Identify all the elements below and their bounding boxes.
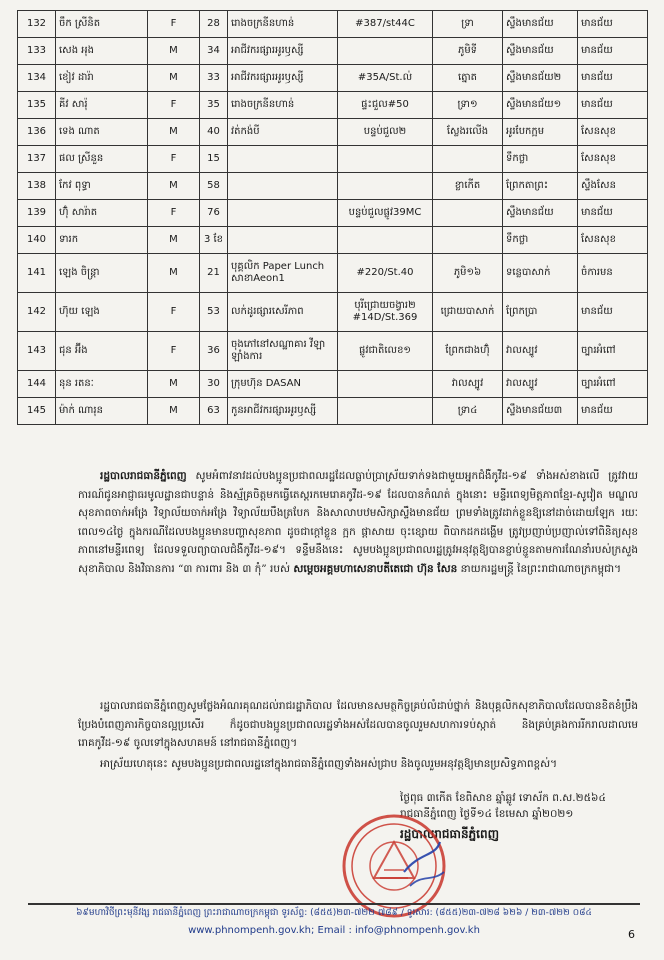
cell-job: ចុងភៅនៅសណ្ឋាគារ វីឡាឡាំងការ [228,332,338,371]
signing-authority: រដ្ឋបាលរាជធានីភ្នំពេញ [400,827,500,841]
cell-age: 21 [200,254,228,293]
cell-village: ព្រែកជាងហ៊ុំ [433,332,503,371]
cell-name: ឡេង ចិន្ត្រា [56,254,148,293]
cell-commune: វាលស្បូវ [503,371,578,398]
cell-village [433,200,503,227]
cell-no: 136 [18,119,56,146]
table-row [18,38,648,65]
paragraph-text: សូមអំពាវនាវដល់បងប្អូនប្រជាពលរដ្ឋដែលធ្លាប់ប្រាស្រ័យទាក់ទងជាមួយអ្នកជំងឺកូវីដ-១៩ ទាំងអស់ខាងលើ ត្រូវវាយការណ៍ជូនអាជ្ញាធរមូលដ្ឋានជាបន្ទាន់ និងស្ម័គ្រចិត្តមកធ្វើតេស្តរកមេរោគកូវីដ-១៩ ដែលបានកំណត់ ក្នុងនោះ មន្ទីរពេទ្យមិត្តភាពខ្មែរ-សូវៀត មណ្ឌលសុខភាពចាក់អង្រែ វិទ្យាល័យចាក់អង្រែ វិទ្យាល័យបឹងត្របែក និងសាលាបឋមសិក្សាស្ទឹងមានជ័យ ព្រមទាំងត្រូវដាក់ខ្លួនឱ្យនៅដាច់ដោយឡែក រយៈពេល១៤ថ្ងៃ ក្នុងករណីដែលបងប្អូនមានបញ្ហាសុខភាព ដូចជាក្តៅខ្លួន ក្អក ផ្តាសាយ ចុះខ្សោយ ពិបាកដកដង្ហើម ត្រូវប្រញាប់ប្រញាល់ទៅពិនិត្យសុខភាពនៅមន្ទីរពេទ្យ ដែលទទួលព្យាបាលជំងឺកូវីដ-១៩។ ទន្ទឹមនឹងនេះ សូមបងប្អូនប្រជាពលរដ្ឋត្រូវអនុវត្តឱ្យបានខ្ជាប់ខ្ជួនតាមការណែនាំរបស់ក្រសួងសុខាភិបាល និងវិធានការ “៣ ការពារ និង ៣ កុំ” របស់ [78,470,638,575]
cell-address: #387/st44C [338,11,433,38]
table-row [18,227,648,254]
cell-address: #35A/St.ល់ [338,65,433,92]
closing-paragraph [78,755,638,774]
cell-village: ត្នោត [433,65,503,92]
cell-district: មានជ័យ [578,293,648,332]
cell-no: 143 [18,332,56,371]
cell-address [338,173,433,200]
cell-age: 3 ខែ [200,227,228,254]
cell-sex: M [148,173,200,200]
cell-job: វត់កង់បី [228,119,338,146]
cell-village: ទ្រា១ [433,92,503,119]
cell-age: 15 [200,146,228,173]
cell-village: ខ្លាកើត [433,173,503,200]
cell-no: 144 [18,371,56,398]
cell-district: មានជ័យ [578,11,648,38]
paragraph-text: ដែលមានសមត្ថកិច្ចគ្រប់លំដាប់ថ្នាក់ និងបុគ្គលិកសុខាភិបាលដែលបានខិតខំប្រឹងប្រែងបំពេញភារកិច្ចបានល្អប្រសើរ ក៏ដូចជាបងប្អូនប្រជាពលរដ្ឋទាំងអស់ដែលបានចូលរួមសហការទប់ស្កាត់ និងគ្រប់គ្រងការរីករាលដាលមេរោគកូវីដ-១៩ ចូលទៅក្នុងសហគមន៍ នៅរាជធានីភ្នំពេញ។ [78,700,638,749]
cell-age: 63 [200,398,228,425]
cell-commune: ទឹកថ្លា [503,227,578,254]
table-row [18,293,648,332]
paragraph-lead: រដ្ឋបាលរាជធានីភ្នំពេញសូមថ្លែងអំណរគុណដល់រាជរដ្ឋាភិបាល [100,700,333,712]
table-row [18,371,648,398]
cell-age: 53 [200,293,228,332]
cell-village [433,227,503,254]
table-row [18,332,648,371]
cell-name: ខៀវ ដារ៉ា [56,65,148,92]
cell-address: ផ្ទះជួល#50 [338,92,433,119]
cell-no: 142 [18,293,56,332]
cell-name: ផល ស្រីនួន [56,146,148,173]
cell-age: 35 [200,92,228,119]
cell-name: គីវ សារ៉ុ [56,92,148,119]
cell-village: វាលស្បូវ [433,371,503,398]
cell-district: សែនសុខ [578,227,648,254]
table-row [18,119,648,146]
cell-sex: M [148,254,200,293]
cell-job: លក់ដូរផ្សារសេរីភាព [228,293,338,332]
table-row [18,254,648,293]
cell-commune: ព្រែកប្រា [503,293,578,332]
cell-no: 141 [18,254,56,293]
cell-address [338,227,433,254]
table-row [18,146,648,173]
cell-district: មានជ័យ [578,398,648,425]
cell-name: ម៉ាក់ ណារុន [56,398,148,425]
cell-no: 139 [18,200,56,227]
cell-village: ជ្រោយបាសាក់ [433,293,503,332]
cell-district: មានជ័យ [578,65,648,92]
cell-no: 133 [18,38,56,65]
paragraph-tail: នាយករដ្ឋមន្ត្រី នៃព្រះរាជាណាចក្រកម្ពុជា។ [460,562,622,575]
cell-address: #220/St.40 [338,254,433,293]
cell-sex: F [148,293,200,332]
cell-village: ទ្រា៤ [433,398,503,425]
cell-name: ហ៊ុំ សារ៉ាត [56,200,148,227]
cell-job: ក្រុមហ៊ុន DASAN [228,371,338,398]
cell-job: រោងចក្រនីនហាន់ [228,92,338,119]
cell-no: 140 [18,227,56,254]
cell-age: 76 [200,200,228,227]
cell-district: ច្បារអំពៅ [578,332,648,371]
cell-name: ហ៊ុយ ឡេង [56,293,148,332]
cell-sex: F [148,92,200,119]
cell-no: 145 [18,398,56,425]
cell-address [338,38,433,65]
footer-divider [28,903,640,905]
cell-name: កែវ ពុទ្ធា [56,173,148,200]
cell-commune: ស្ទឹងមានជ័យ១ [503,92,578,119]
cell-no: 138 [18,173,56,200]
table-row [18,200,648,227]
cell-name: នុន រតនៈ [56,371,148,398]
thanks-paragraph [78,697,638,753]
cell-sex: F [148,332,200,371]
table-row [18,92,648,119]
cases-table-body [18,11,648,425]
cell-job [228,227,338,254]
cell-name: ទារក [56,227,148,254]
footer-contact: www.phnompenh.gov.kh; Email : info@phnompenh.gov.kh [188,925,480,936]
cell-commune: ស្ទឹងមានជ័យ [503,11,578,38]
table-row [18,398,648,425]
cell-district: ចំការមន [578,254,648,293]
cell-sex: M [148,119,200,146]
cell-village: ភូមិ១៦ [433,254,503,293]
cell-address [338,146,433,173]
cell-name: សេង អុង [56,38,148,65]
cell-commune: ទន្លេបាសាក់ [503,254,578,293]
cell-job: អាជីវករផ្សារអូរឫស្សី [228,38,338,65]
cell-age: 36 [200,332,228,371]
cell-district: មានជ័យ [578,92,648,119]
paragraph-bold-name: សម្តេចអគ្គមហាសេនាបតីតេជោ ហ៊ុន សែន [293,562,458,575]
cell-commune: ព្រែកតាព្រះ [503,173,578,200]
cell-commune: ស្ទឹងមានជ័យ [503,200,578,227]
table-row [18,11,648,38]
cell-job: អាជីវករផ្សារអូរឫស្សី [228,65,338,92]
paragraph-lead: រដ្ឋបាលរាជធានីភ្នំពេញ [100,470,187,482]
table-row [18,65,648,92]
cell-address: បុរីជ្រោយចង្វារ២ #14D/St.369 [338,293,433,332]
cell-district: សែនសុខ [578,146,648,173]
cell-village: ទ្រា [433,11,503,38]
cell-sex: F [148,146,200,173]
cell-name: ជុន អ៊ីង [56,332,148,371]
cell-commune: វាលស្បូវ [503,332,578,371]
cell-job [228,146,338,173]
cell-no: 132 [18,11,56,38]
cell-sex: F [148,11,200,38]
cell-district: មានជ័យ [578,38,648,65]
cell-age: 58 [200,173,228,200]
paragraph-text: សូមបងប្អូនប្រជាពលរដ្ឋនៅក្នុងរាជធានីភ្នំពេញទាំងអស់ជ្រាប និងចូលរួមអនុវត្តឱ្យមានប្រសិទ្ធភាពខ្ពស់។ [171,758,558,770]
cell-address: ផ្លូវជាតិលេខ១ [338,332,433,371]
cell-job [228,173,338,200]
cell-address: បន្ទប់ជួល២ [338,119,433,146]
cell-job [228,200,338,227]
cell-address [338,371,433,398]
cell-district: ស្ទឹងសែន [578,173,648,200]
appeal-paragraph [78,467,638,578]
cell-village: ភូមិទី [433,38,503,65]
cell-age: 34 [200,38,228,65]
paragraph-lead: អាស្រ័យហេតុនេះ [100,758,168,770]
solar-date: រាជធានីភ្នំពេញ ថ្ងៃទី១៤ ខែមេសា ឆ្នាំ២០២១ [400,808,574,820]
cell-age: 40 [200,119,228,146]
cell-name: ទេង ណាត [56,119,148,146]
cell-no: 135 [18,92,56,119]
lunar-date: ថ្ងៃពុធ ៣កើត ខែពិសាខ ឆ្នាំឆ្លូវ ទោស័ក ព.ស.២៥៦៤ [400,792,606,804]
cell-district: ច្បារអំពៅ [578,371,648,398]
cell-sex: M [148,398,200,425]
table-row [18,173,648,200]
cell-commune: ស្ទឹងមានជ័យ២ [503,65,578,92]
cell-sex: M [148,38,200,65]
cell-age: 33 [200,65,228,92]
cell-job: រោងចក្រនីនហាន់ [228,11,338,38]
cell-job: បុគ្គលិក Paper Lunch សាខាAeon1 [228,254,338,293]
cell-district: សែនសុខ [578,119,648,146]
cell-name: ចឹក ស្រីនិត [56,11,148,38]
cell-commune: ស្ទឹងមានជ័យ៣ [503,398,578,425]
footer-address: ៦៩មហាវិថីព្រះមុនីវង្ស រាជធានីភ្នំពេញ ព្រះរាជាណាចក្រកម្ពុជា ទូរស័ព្ទ: (៨៥៥)២៣-៧២២ ៧៨៩ / ទូរសារ: (៨៥៥)២៣-៧២៨ ៦២៦ / ២៣-៧២២ ០៨៤ [76,908,592,918]
cases-table [17,10,648,425]
cell-sex: M [148,371,200,398]
cell-job: កូនអាជីវករផ្សារអូរឫស្សី [228,398,338,425]
cell-commune: អូរបែកក្អម [503,119,578,146]
cell-village: ស្លែងរលើង [433,119,503,146]
cell-no: 137 [18,146,56,173]
cell-district: មានជ័យ [578,200,648,227]
cell-commune: ស្ទឹងមានជ័យ [503,38,578,65]
page-number: 6 [628,928,635,941]
cell-sex: M [148,227,200,254]
cell-commune: ទឹកថ្លា [503,146,578,173]
cell-age: 30 [200,371,228,398]
cell-sex: M [148,65,200,92]
cell-address [338,398,433,425]
cell-sex: F [148,200,200,227]
cell-no: 134 [18,65,56,92]
cell-village [433,146,503,173]
cell-address: បន្ទប់ជួលផ្លូវ39MC [338,200,433,227]
cell-age: 28 [200,11,228,38]
